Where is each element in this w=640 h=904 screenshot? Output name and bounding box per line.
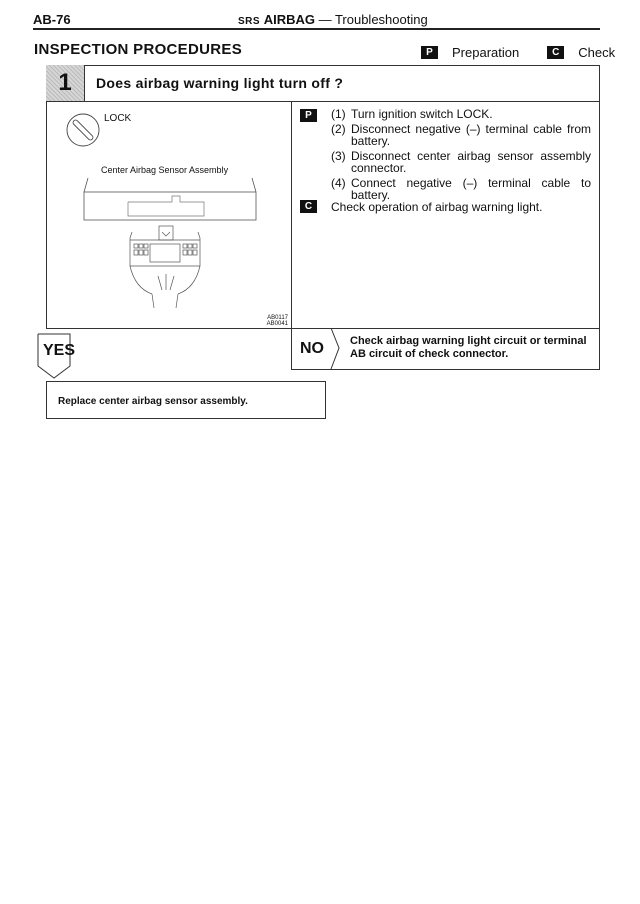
no-arrow-icon — [330, 328, 342, 369]
preparation-step — [331, 177, 591, 202]
ignition-switch-icon — [65, 112, 105, 152]
no-branch-text: Check airbag warning light circuit or terminal AB circuit of check connector. — [350, 335, 587, 360]
step-index: (2) — [331, 121, 346, 136]
step-text: Connect negative (–) terminal cable to battery. — [351, 175, 591, 202]
page-code: AB-76 — [33, 12, 71, 27]
step-index: (3) — [331, 148, 346, 163]
airbag-sensor-diagram — [80, 178, 270, 308]
preparation-step — [331, 123, 591, 148]
preparation-badge: P — [421, 46, 438, 59]
yes-label: YES — [43, 342, 76, 359]
preparation-steps — [331, 108, 591, 204]
check-text: Check operation of airbag warning light. — [331, 200, 543, 214]
page-header-title — [238, 12, 428, 27]
header-rule — [33, 28, 600, 30]
section-title: INSPECTION PROCEDURES — [34, 41, 242, 58]
step-index: (1) — [331, 107, 346, 121]
preparation-legend-label: Preparation — [452, 45, 520, 60]
yes-result-text: Replace center airbag sensor assembly. — [58, 396, 248, 407]
check-badge: C — [547, 46, 564, 59]
figure-ids — [236, 315, 288, 327]
preparation-step — [331, 108, 591, 121]
lock-label: LOCK — [104, 113, 132, 124]
step-text: Disconnect center airbag sensor assembly connector. — [351, 148, 591, 175]
step-number: 1 — [46, 65, 85, 101]
title-main: AIRBAG — [263, 12, 315, 27]
legend — [421, 45, 615, 60]
no-label: NO — [300, 340, 324, 357]
title-suffix: — Troubleshooting — [314, 12, 428, 27]
step-text: Turn ignition switch LOCK. — [351, 107, 493, 121]
step-index: (4) — [331, 175, 346, 190]
preparation-badge: P — [300, 109, 317, 122]
step-text: Disconnect negative (–) terminal cable from battery. — [351, 121, 591, 148]
check-badge: C — [300, 200, 317, 213]
step-question: Does airbag warning light turn off ? — [96, 75, 344, 91]
check-legend-label: Check — [578, 45, 616, 60]
figure-id: AB0117 — [267, 315, 288, 321]
preparation-step — [331, 150, 591, 175]
component-label: Center Airbag Sensor Assembly — [101, 165, 229, 175]
title-prefix: SRS — [238, 16, 261, 27]
figure-id: AB0041 — [266, 321, 288, 327]
